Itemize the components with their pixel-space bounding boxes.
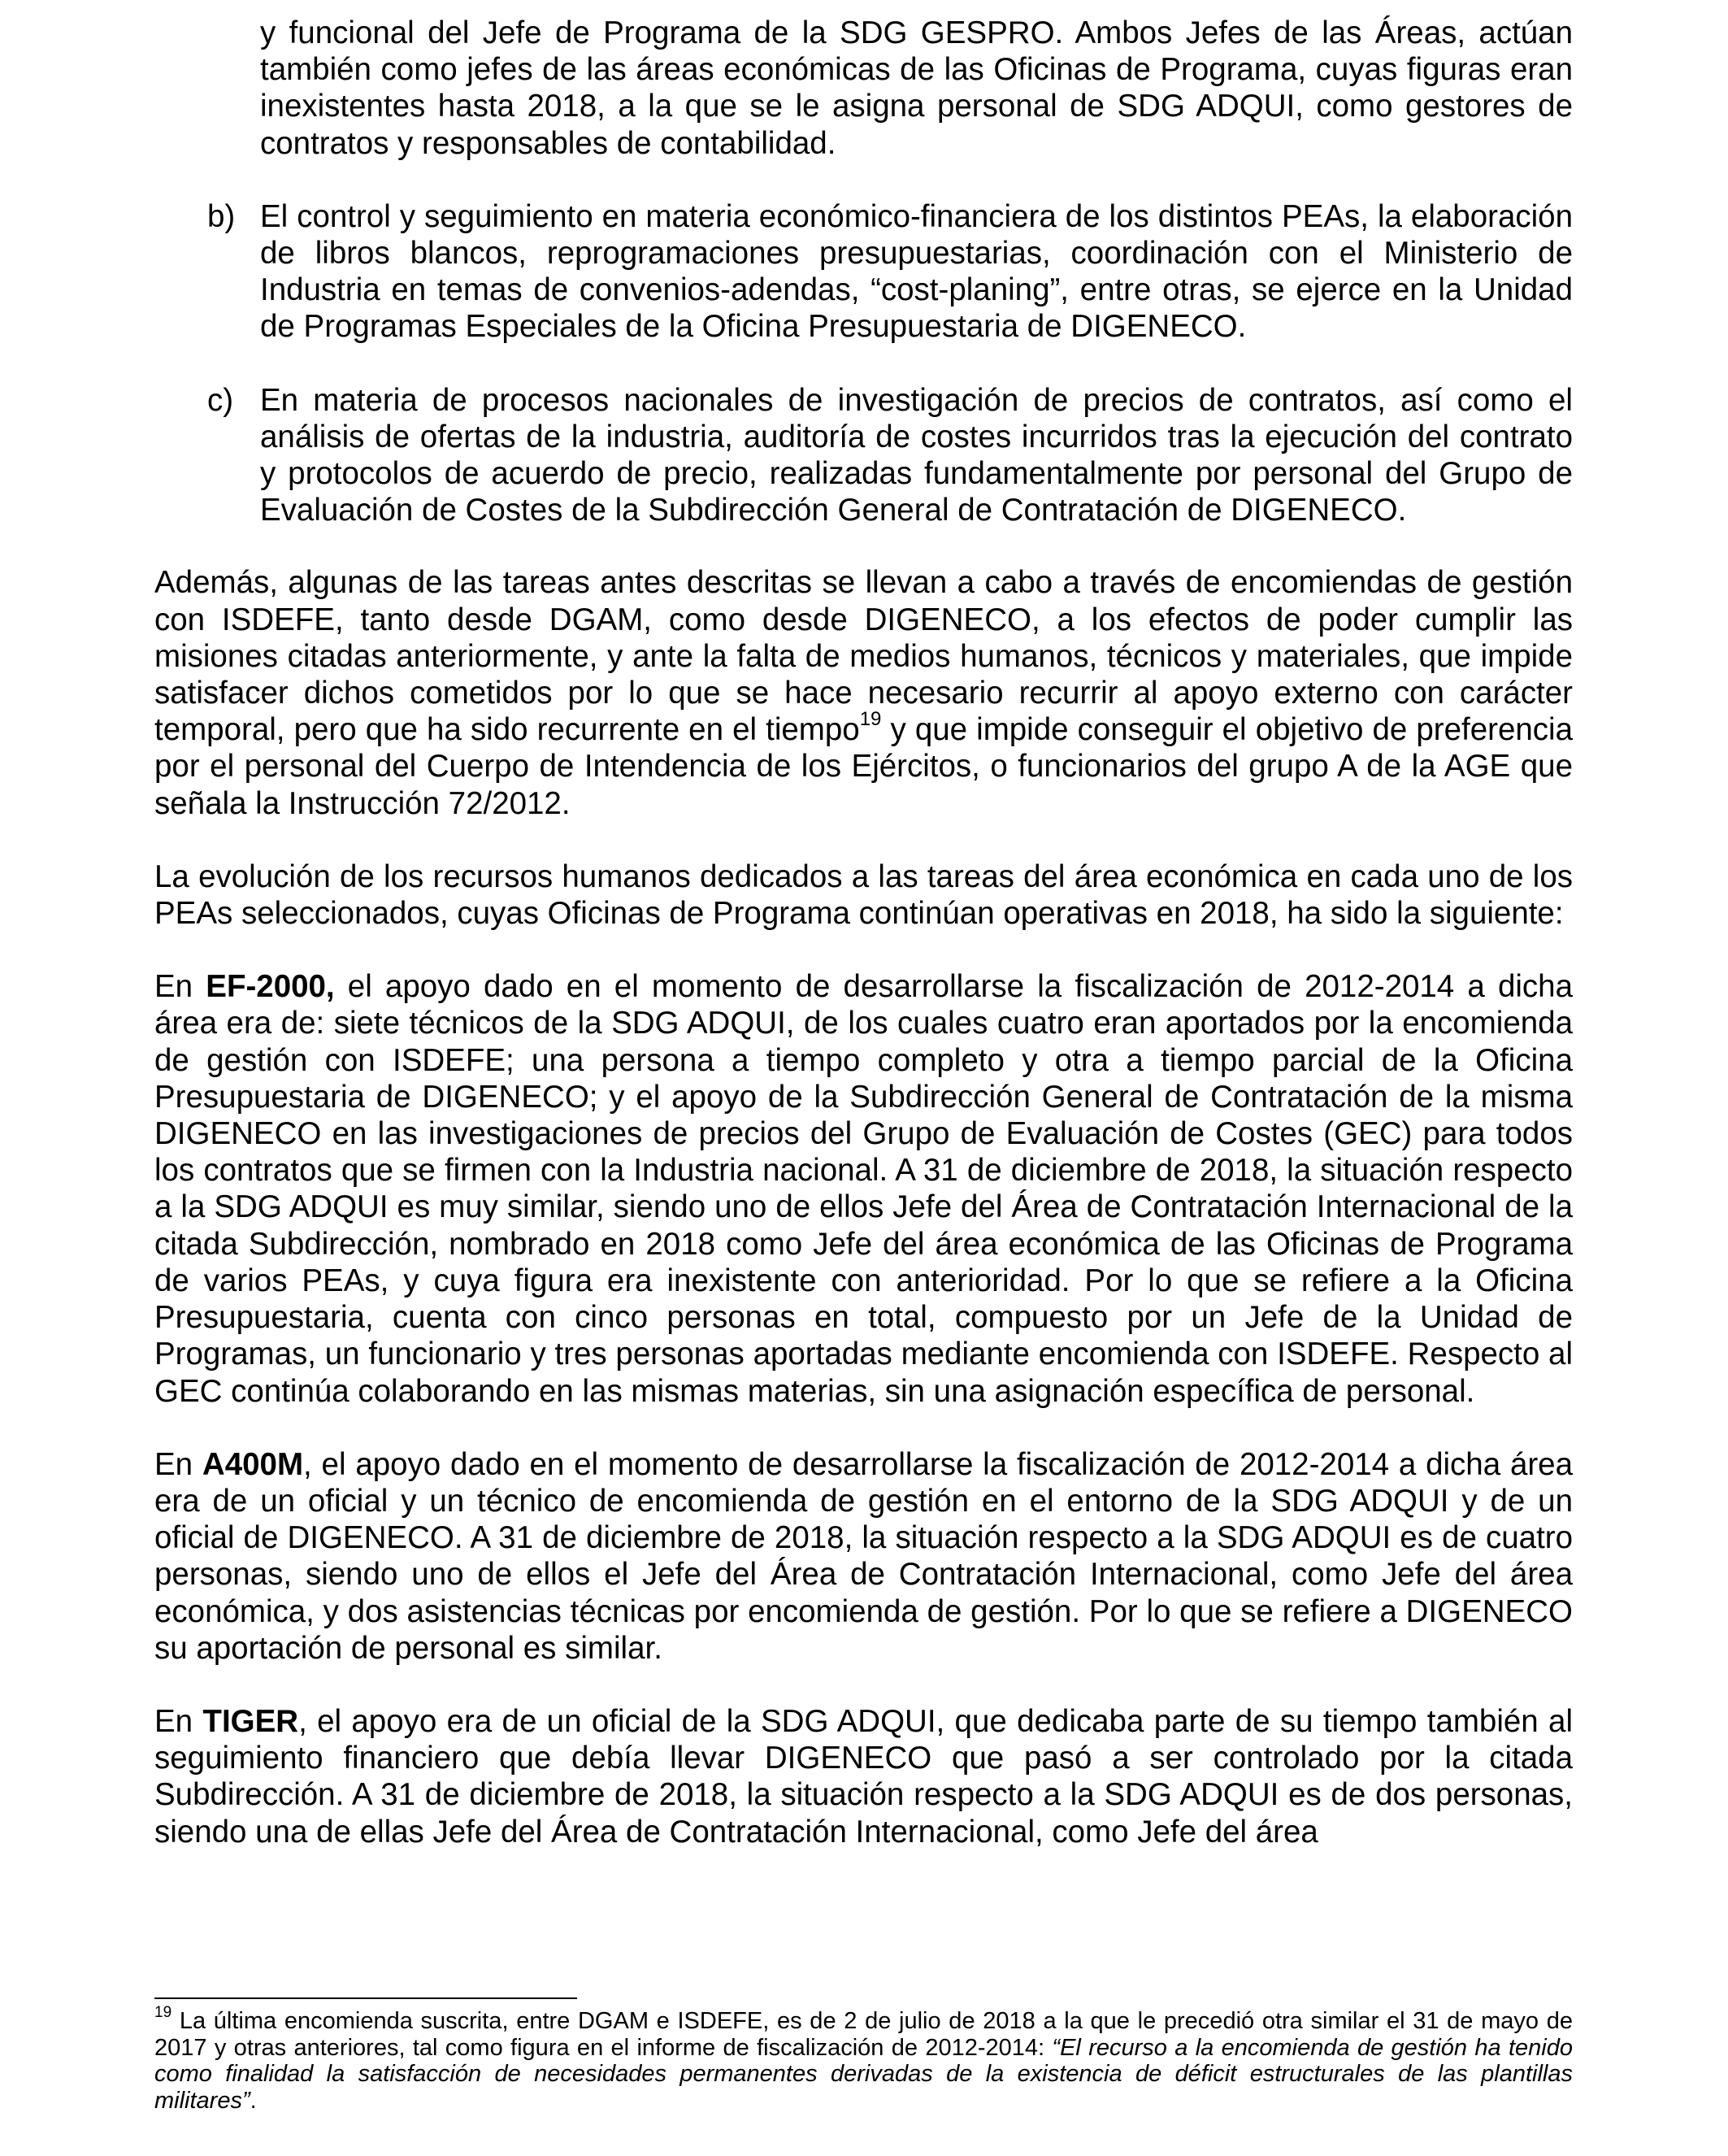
document-body	[154, 15, 1573, 1850]
footnote-body: La última encomienda suscrita, entre DGAM e ISDEFE, es de 2 de julio de 2018 a la que le precedió otra similar el 31 de mayo de 2017 y otras anteriores, tal como figura en el informe de fiscalización de 2012-2014:	[154, 2008, 1573, 2061]
paragraph-tiger	[154, 1703, 1573, 1850]
footnote-end: .	[250, 2087, 257, 2114]
paragraph-ademas	[154, 564, 1573, 821]
paragraph-ademas-text: Además, algunas de las tareas antes descritas se llevan a cabo a través de encomiendas de gestión con ISDEFE, tanto desde DGAM, como desde DIGENECO, a los efectos de poder cumplir las misiones citadas anteriormente, y ante la falta de medios humanos, técnicos y materiales, que impide satisfacer dichos cometidos por lo que se hace necesario recurrir al apoyo externo con carácter temporal, pero que ha sido recurrente en el tiempo	[154, 565, 1573, 748]
paragraph-ef2000-lead: En	[154, 969, 206, 1005]
program-name-ef2000: EF-2000,	[206, 969, 335, 1005]
list-item-c	[154, 382, 1573, 529]
list-item-continuation: y funcional del Jefe de Programa de la SDG GESPRO. Ambos Jefes de las Áreas, actúan también como jefes de las áreas económicas de las Oficinas de Programa, cuyas figuras eran inexistentes hasta 2018, a la que se le asigna personal de SDG ADQUI, como gestores de contratos y responsables de contabilidad.	[260, 15, 1573, 161]
list-item-b	[154, 198, 1573, 346]
footnote-text	[154, 2004, 1573, 2114]
paragraph-ademas-text-end: y que impide conseguir el objetivo de preferencia por el personal del Cuerpo de Intendencia de los Ejércitos, o funcionarios del grupo A de la AGE que señala la Instrucción 72/2012.	[154, 712, 1573, 821]
program-name-a400m: A400M	[202, 1446, 304, 1482]
list-text-c: En materia de procesos nacionales de investigación de precios de contratos, así como el análisis de ofertas de la industria, auditoría de costes incurridos tras la ejecución del contrato y protocolos de acuerdo de precio, realizadas fundamentalmente por personal del Grupo de Evaluación de Costes de la Subdirección General de Contratación de DIGENECO.	[260, 382, 1573, 528]
footnote-quote: “El recurso a la encomienda de gestión ha tenido como finalidad la satisfacción de necesidades permanentes derivadas de la existencia de déficit estructurales de las plantillas militares”	[154, 2034, 1573, 2114]
footnote-number: 19	[154, 2004, 172, 2022]
footnote-19	[154, 2004, 1573, 2114]
paragraph-tiger-text: , el apoyo era de un oficial de la SDG ADQUI, que dedicaba parte de su tiempo también al seguimiento financiero que debía llevar DIGENECO que pasó a ser controlado por la citada Subdirección. A 31 de diciembre de 2018, la situación respecto a la SDG ADQUI es de dos personas, siendo una de ellas Jefe del Área de Contratación Internacional, como Jefe del área	[154, 1703, 1574, 1850]
list-text-b: El control y seguimiento en materia económico-financiera de los distintos PEAs, la elaboración de libros blancos, reprogramaciones presupuestarias, coordinación con el Ministerio de Industria en temas de convenios-adendas, “cost-planing”, entre otras, se ejerce en la Unidad de Programas Especiales de la Oficina Presupuestaria de DIGENECO.	[260, 198, 1573, 345]
list-marker-c: c)	[207, 382, 234, 418]
paragraph-a400m-text: , el apoyo dado en el momento de desarrollarse la fiscalización de 2012-2014 a dicha área era de un oficial y un técnico de encomienda de gestión en el entorno de la SDG ADQUI y de un oficial de DIGENECO. A 31 de diciembre de 2018, la situación respecto a la SDG ADQUI es de cuatro personas, siendo uno de ellos el Jefe del Área de Contratación Internacional, como Jefe del área económica, y dos asistencias técnicas por encomienda de gestión. Por lo que se refiere a DIGENECO su aportación de personal es similar.	[154, 1446, 1573, 1666]
paragraph-a400m-lead: En	[154, 1446, 202, 1482]
paragraph-ef2000	[154, 968, 1573, 1409]
paragraph-tiger-lead: En	[154, 1703, 203, 1739]
program-name-tiger: TIGER	[202, 1703, 299, 1739]
paragraph-a400m	[154, 1446, 1573, 1667]
footnote-ref-19[interactable]: 19	[859, 708, 882, 731]
list-marker-b: b)	[207, 198, 236, 234]
paragraph-ef2000-text: el apoyo dado en el momento de desarrollarse la fiscalización de 2012-2014 a dicha área era de: siete técnicos de la SDG ADQUI, de los cuales cuatro eran aportados por la encomienda de gestión con ISDEFE; una persona a tiempo completo y otra a tiempo parcial de la Oficina Presupuestaria de DIGENECO; y el apoyo de la Subdirección General de Contratación de la misma DIGENECO en las investigaciones de precios del Grupo de Evaluación de Costes (GEC) para todos los contratos que se firmen con la Industria nacional. A 31 de diciembre de 2018, la situación respecto a la SDG ADQUI es muy similar, siendo uno de ellos Jefe del Área de Contratación Internacional de la citada Subdirección, nombrado en 2018 como Jefe del área económica de las Oficinas de Programa de varios PEAs, y cuya figura era inexistente con anterioridad. Por lo que se refiere a la Oficina Presupuestaria, cuenta con cinco personas en total, compuesto por un Jefe de la Unidad de Programas, un funcionario y tres personas aportadas mediante encomienda con ISDEFE. Respecto al GEC continúa colaborando en las mismas materias, sin una asignación específica de personal.	[154, 969, 1573, 1409]
footnote-separator	[154, 1997, 577, 1999]
paragraph-evolucion: La evolución de los recursos humanos dedicados a las tareas del área económica en cada uno de los PEAs seleccionados, cuyas Oficinas de Programa continúan operativas en 2018, ha sido la siguiente:	[154, 858, 1573, 932]
